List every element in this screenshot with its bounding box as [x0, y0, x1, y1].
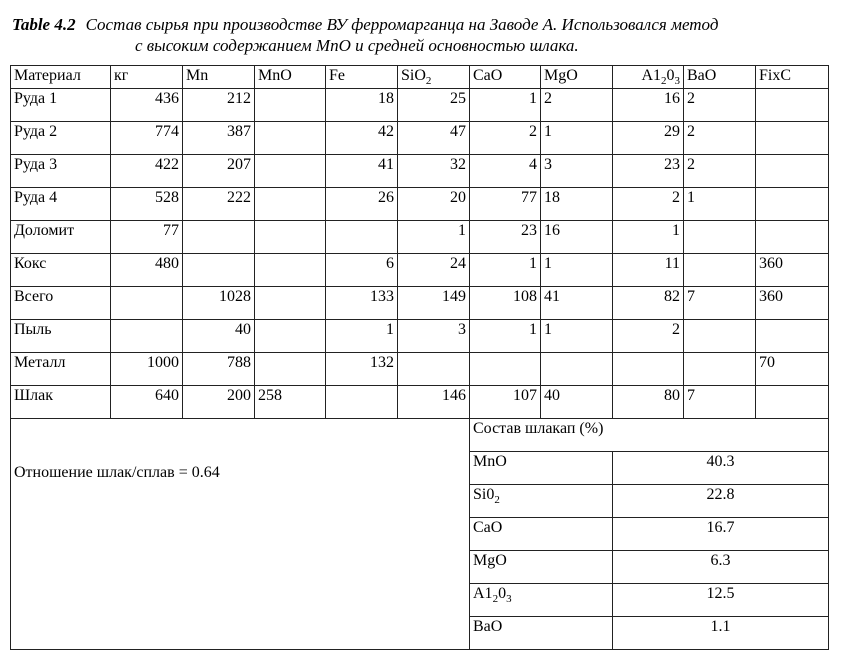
cell-value: [183, 254, 255, 287]
slag-title-row: [11, 419, 829, 452]
cell-value: 20: [398, 188, 470, 221]
column-header: CaO: [470, 66, 541, 89]
material-name: Руда 3: [11, 155, 111, 188]
cell-value: 77: [470, 188, 541, 221]
material-name: Руда 4: [11, 188, 111, 221]
slag-percent: 22.8: [613, 485, 829, 518]
cell-value: 360: [756, 287, 829, 320]
slag-percent: 16.7: [613, 518, 829, 551]
cell-value: 40: [183, 320, 255, 353]
cell-value: 1: [470, 320, 541, 353]
material-name: Пыль: [11, 320, 111, 353]
material-name: Металл: [11, 353, 111, 386]
cell-value: 1: [541, 122, 613, 155]
cell-value: 1000: [111, 353, 183, 386]
cell-value: [255, 320, 326, 353]
column-header: кг: [111, 66, 183, 89]
cell-value: 436: [111, 89, 183, 122]
column-header: MgO: [541, 66, 613, 89]
cell-value: 132: [326, 353, 398, 386]
cell-value: 40: [541, 386, 613, 419]
cell-value: 23: [613, 155, 684, 188]
slag-component: CaO: [470, 518, 613, 551]
cell-value: 4: [470, 155, 541, 188]
cell-value: [756, 122, 829, 155]
column-header: Mn: [183, 66, 255, 89]
cell-value: [255, 89, 326, 122]
cell-value: [111, 287, 183, 320]
cell-value: [756, 221, 829, 254]
cell-value: 1028: [183, 287, 255, 320]
cell-value: 133: [326, 287, 398, 320]
cell-value: 212: [183, 89, 255, 122]
table-caption: [12, 14, 718, 56]
cell-value: [255, 122, 326, 155]
cell-value: 1: [613, 221, 684, 254]
cell-value: 258: [255, 386, 326, 419]
cell-value: 29: [613, 122, 684, 155]
slag-component: BaO: [470, 617, 613, 650]
cell-value: 480: [111, 254, 183, 287]
cell-value: 7: [684, 287, 756, 320]
slag-component: MgO: [470, 551, 613, 584]
table-row: [11, 122, 829, 155]
table-row: [11, 320, 829, 353]
caption-line-2: с высоким содержанием MnO и средней основностью шлака.: [135, 36, 579, 55]
material-name: Доломит: [11, 221, 111, 254]
cell-value: 2: [541, 89, 613, 122]
column-header: BaO: [684, 66, 756, 89]
cell-value: [255, 353, 326, 386]
table-row: [11, 221, 829, 254]
cell-value: 6: [326, 254, 398, 287]
cell-value: 149: [398, 287, 470, 320]
cell-value: 32: [398, 155, 470, 188]
cell-value: 26: [326, 188, 398, 221]
slag-ratio-text: Отношение шлак/сплав = 0.64: [11, 419, 470, 650]
column-header: Fe: [326, 66, 398, 89]
cell-value: 70: [756, 353, 829, 386]
table-row: [11, 254, 829, 287]
cell-value: 108: [470, 287, 541, 320]
cell-value: 360: [756, 254, 829, 287]
column-header: Материал: [11, 66, 111, 89]
cell-value: [756, 386, 829, 419]
cell-value: 146: [398, 386, 470, 419]
cell-value: [183, 221, 255, 254]
slag-percent: 40.3: [613, 452, 829, 485]
cell-value: 2: [684, 155, 756, 188]
cell-value: [684, 221, 756, 254]
slag-composition-title: Состав шлакап (%): [470, 419, 829, 452]
cell-value: [255, 188, 326, 221]
cell-value: [756, 155, 829, 188]
cell-value: 1: [541, 254, 613, 287]
cell-value: [326, 386, 398, 419]
cell-value: [255, 254, 326, 287]
cell-value: 640: [111, 386, 183, 419]
cell-value: 82: [613, 287, 684, 320]
table-row: [11, 353, 829, 386]
cell-value: 2: [684, 122, 756, 155]
cell-value: 41: [326, 155, 398, 188]
cell-value: 1: [684, 188, 756, 221]
cell-value: 107: [470, 386, 541, 419]
cell-value: 1: [470, 254, 541, 287]
slag-component: MnO: [470, 452, 613, 485]
cell-value: 528: [111, 188, 183, 221]
header-row: [11, 66, 829, 89]
cell-value: [684, 254, 756, 287]
cell-value: 25: [398, 89, 470, 122]
slag-percent: 6.3: [613, 551, 829, 584]
table-row: [11, 155, 829, 188]
material-name: Шлак: [11, 386, 111, 419]
cell-value: [756, 89, 829, 122]
table-row: [11, 287, 829, 320]
cell-value: 77: [111, 221, 183, 254]
slag-component: $A1_20_3$: [470, 584, 613, 617]
cell-value: 1: [326, 320, 398, 353]
table-row: [11, 89, 829, 122]
cell-value: [541, 353, 613, 386]
cell-value: 42: [326, 122, 398, 155]
cell-value: 222: [183, 188, 255, 221]
cell-value: 1: [398, 221, 470, 254]
cell-value: 3: [398, 320, 470, 353]
cell-value: 16: [541, 221, 613, 254]
cell-value: 2: [613, 188, 684, 221]
table-row: [11, 386, 829, 419]
cell-value: 2: [470, 122, 541, 155]
cell-value: [756, 320, 829, 353]
cell-value: 788: [183, 353, 255, 386]
table-row: [11, 188, 829, 221]
cell-value: [398, 353, 470, 386]
column-header: SiO$_2$: [398, 66, 470, 89]
cell-value: 1: [541, 320, 613, 353]
cell-value: [255, 221, 326, 254]
cell-value: [111, 320, 183, 353]
cell-value: 200: [183, 386, 255, 419]
material-name: Всего: [11, 287, 111, 320]
slag-component: $Si0_2$: [470, 485, 613, 518]
column-header: MnO: [255, 66, 326, 89]
cell-value: 774: [111, 122, 183, 155]
cell-value: 7: [684, 386, 756, 419]
cell-value: 16: [613, 89, 684, 122]
slag-percent: 1.1: [613, 617, 829, 650]
cell-value: [470, 353, 541, 386]
slag-percent: 12.5: [613, 584, 829, 617]
cell-value: 23: [470, 221, 541, 254]
cell-value: 387: [183, 122, 255, 155]
cell-value: 47: [398, 122, 470, 155]
cell-value: 11: [613, 254, 684, 287]
material-name: Кокс: [11, 254, 111, 287]
column-header: FixC: [756, 66, 829, 89]
material-name: Руда 1: [11, 89, 111, 122]
cell-value: 18: [541, 188, 613, 221]
cell-value: [684, 353, 756, 386]
material-name: Руда 2: [11, 122, 111, 155]
caption-line-1: Состав сырья при производстве ВУ ферромарганца на Заводе А. Использовался метод: [85, 15, 719, 34]
cell-value: 24: [398, 254, 470, 287]
cell-value: [756, 188, 829, 221]
cell-value: [684, 320, 756, 353]
cell-value: 207: [183, 155, 255, 188]
cell-value: 18: [326, 89, 398, 122]
cell-value: [613, 353, 684, 386]
cell-value: 80: [613, 386, 684, 419]
cell-value: [255, 287, 326, 320]
material-balance-table: [10, 65, 829, 650]
column-header: $A1_20_3$: [613, 66, 684, 89]
cell-value: [326, 221, 398, 254]
cell-value: 2: [613, 320, 684, 353]
cell-value: 41: [541, 287, 613, 320]
table-label: Table 4.2: [12, 15, 76, 34]
cell-value: 2: [684, 89, 756, 122]
cell-value: [255, 155, 326, 188]
cell-value: 422: [111, 155, 183, 188]
cell-value: 3: [541, 155, 613, 188]
cell-value: 1: [470, 89, 541, 122]
